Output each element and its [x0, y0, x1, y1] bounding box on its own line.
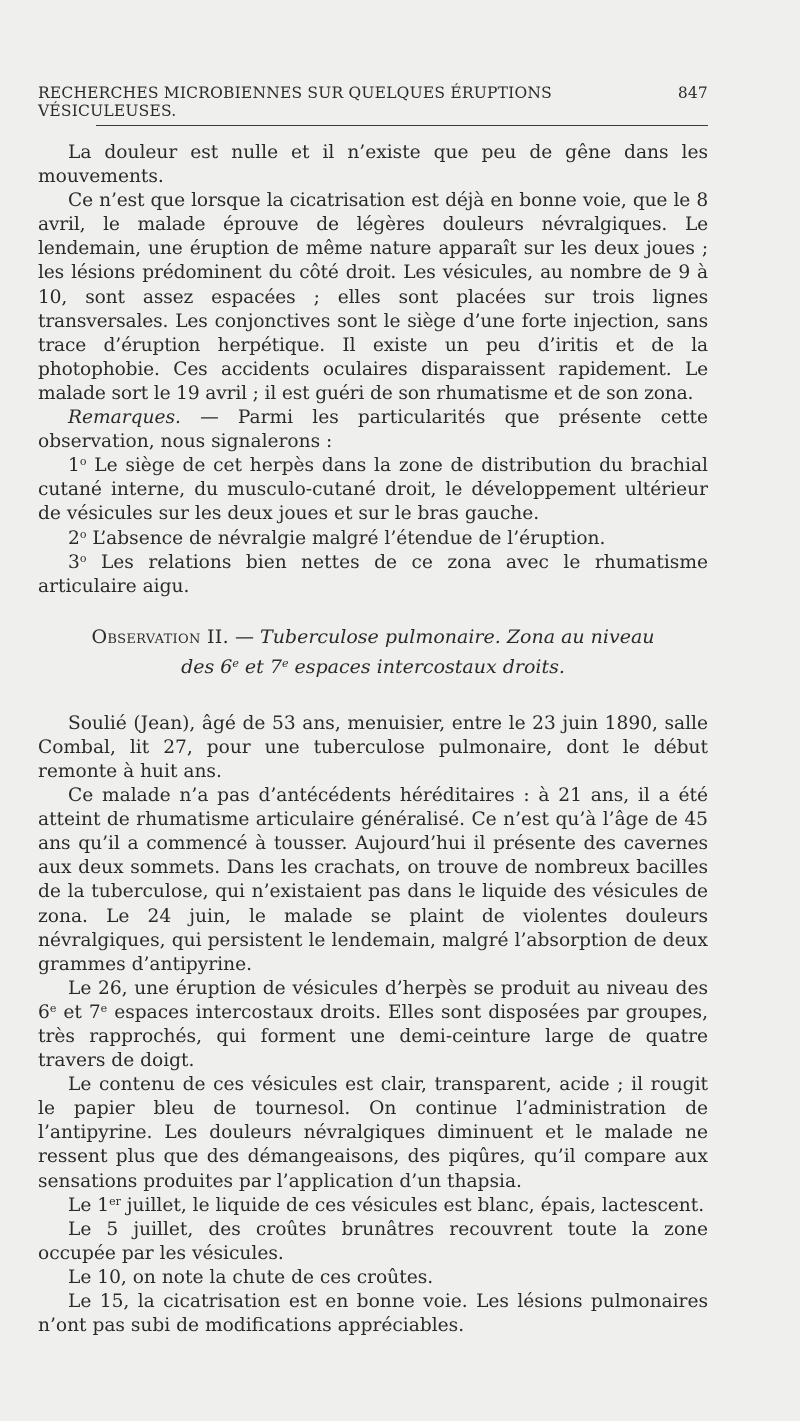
- text-run: Le 26, une éruption de vésicules d’herpès se produit au niveau des 6: [38, 977, 708, 1023]
- observation-title-2b: et 7: [238, 655, 282, 678]
- ordinal-sup: er: [109, 1194, 121, 1208]
- point-ordinal: o: [79, 527, 87, 541]
- paragraph-5-juillet: Le 5 juillet, des croûtes brunâtres recouvrent toute la zone occupée par les vésicules.: [38, 1218, 708, 1264]
- paragraph-1er-juillet: [38, 1194, 708, 1218]
- observation-title-2a: des 6: [181, 655, 233, 678]
- observation-title-2c: espaces intercostaux droits.: [288, 655, 565, 678]
- remarques-label: Remarques.: [68, 407, 181, 429]
- text-run: Le 1: [68, 1194, 110, 1216]
- point-text: Le siège de cet herpès dans la zone de distribution du brachial cutané interne, du musculo-cutané droit, le développement ultérieur de vésicules sur les deux joues et sur le bras gauche.: [38, 455, 708, 525]
- paragraph-antecedents: Ce malade n’a pas d’antécédents héréditaires : à 21 ans, il a été atteint de rhumatisme articulaire généralisé. Ce n’est qu’à l’âge de 45 ans qu’il a commencé à tousser. Aujourd’hui il présente des cavernes aux deux sommets. Dans les crachats, on trouve de nombreux bacilles de la tuberculose, qui n’existaient pas dans le liquide des vésicules de zona. Le 24 juin, le malade se plaint de violentes douleurs névralgiques, qui persistent le lendemain, malgré l’absorption de deux grammes d’antipyrine.: [38, 785, 708, 975]
- ordinal-sup: e: [49, 1001, 57, 1015]
- point-number: 2: [68, 527, 80, 549]
- text-run: et 7: [56, 1001, 101, 1023]
- point-2: [38, 527, 708, 551]
- remarques-text: — Parmi les particularités que présente cette observation, nous signalerons :: [38, 407, 708, 453]
- point-ordinal: o: [79, 455, 87, 469]
- ordinal-sup: e: [281, 656, 289, 670]
- paragraph-cicatrisation: Ce n’est que lorsque la cicatrisation est déjà en bonne voie, que le 8 avril, le malade éprouve de légères douleurs névralgiques. Le lendemain, une éruption de même nature apparaît sur les deux joues ; les lésions prédominent du côté droit. Les vésicules, au nombre de 9 à 10, sont assez espacées ; elles sont placées sur trois lignes transversales. Les conjonctives sont le siège d’une forte injection, sans trace d’éruption herpétique. Il existe un peu d’iritis et de la photophobie. Ces accidents oculaires disparaissent rapidement. Le malade sort le 19 avril ; il est guéri de son rhumatisme et de son zona.: [38, 190, 708, 404]
- text-run: espaces intercostaux droits. Elles sont disposées par groupes, très rapprochés, qui forment une demi-ceinture large de quatre travers de doigt.: [38, 1001, 708, 1072]
- point-text: Les relations bien nettes de ce zona avec le rhumatisme articulaire aigu.: [38, 551, 708, 597]
- paragraph-soulie: Soulié (Jean), âgé de 53 ans, menuisier, entre le 23 juin 1890, salle Combal, lit 27, pour une tuberculose pulmonaire, dont le début remonte à huit ans.: [38, 712, 708, 782]
- observation-heading-line-1: [38, 622, 708, 652]
- text-run: juillet, le liquide de ces vésicules est blanc, épais, lactescent.: [120, 1194, 705, 1216]
- point-3: [38, 551, 708, 599]
- paragraph-le-10: Le 10, on note la chute de ces croûtes.: [68, 1266, 434, 1288]
- paragraph-le-15: Le 15, la cicatrisation est en bonne voie. Les lésions pulmonaires n’ont pas subi de modifications appréciables.: [38, 1291, 708, 1337]
- paragraph-remarques: [38, 406, 708, 454]
- paragraph-contenu: Le contenu de ces vésicules est clair, transparent, acide ; il rougit le papier bleu de tournesol. On continue l’administration de l’antipyrine. Les douleurs névralgiques diminuent et le malade ne ressent plus que des démangeaisons, des piqûres, qu’il compare aux sensations produites par l’application d’un thapsia.: [38, 1074, 708, 1192]
- page-number: 847: [677, 84, 708, 102]
- paragraph-douleur: La douleur est nulle et il n’existe que peu de gêne dans les mouvements.: [38, 142, 708, 188]
- running-header: [38, 84, 708, 120]
- observation-heading-line-2: [38, 652, 708, 682]
- paragraph-le-26: [38, 977, 708, 1073]
- point-ordinal: o: [79, 551, 87, 565]
- point-number: 3: [68, 551, 80, 573]
- ordinal-sup: e: [232, 656, 239, 670]
- observation-title-1: Tuberculose pulmonaire. Zona au niveau: [260, 625, 655, 648]
- point-number: 1: [68, 455, 80, 477]
- header-rule: [96, 125, 708, 126]
- observation-heading: [38, 622, 708, 682]
- observation-dash: —: [228, 625, 261, 648]
- point-text: L’absence de névralgie malgré l’étendue de l’éruption.: [86, 527, 606, 549]
- body-text: [38, 141, 708, 1338]
- observation-label: Observation II.: [91, 625, 229, 648]
- point-1: [38, 454, 708, 526]
- running-title: RECHERCHES MICROBIENNES SUR QUELQUES ÉRUPTIONS VÉSICULEUSES.: [38, 84, 552, 120]
- ordinal-sup: e: [100, 1001, 108, 1015]
